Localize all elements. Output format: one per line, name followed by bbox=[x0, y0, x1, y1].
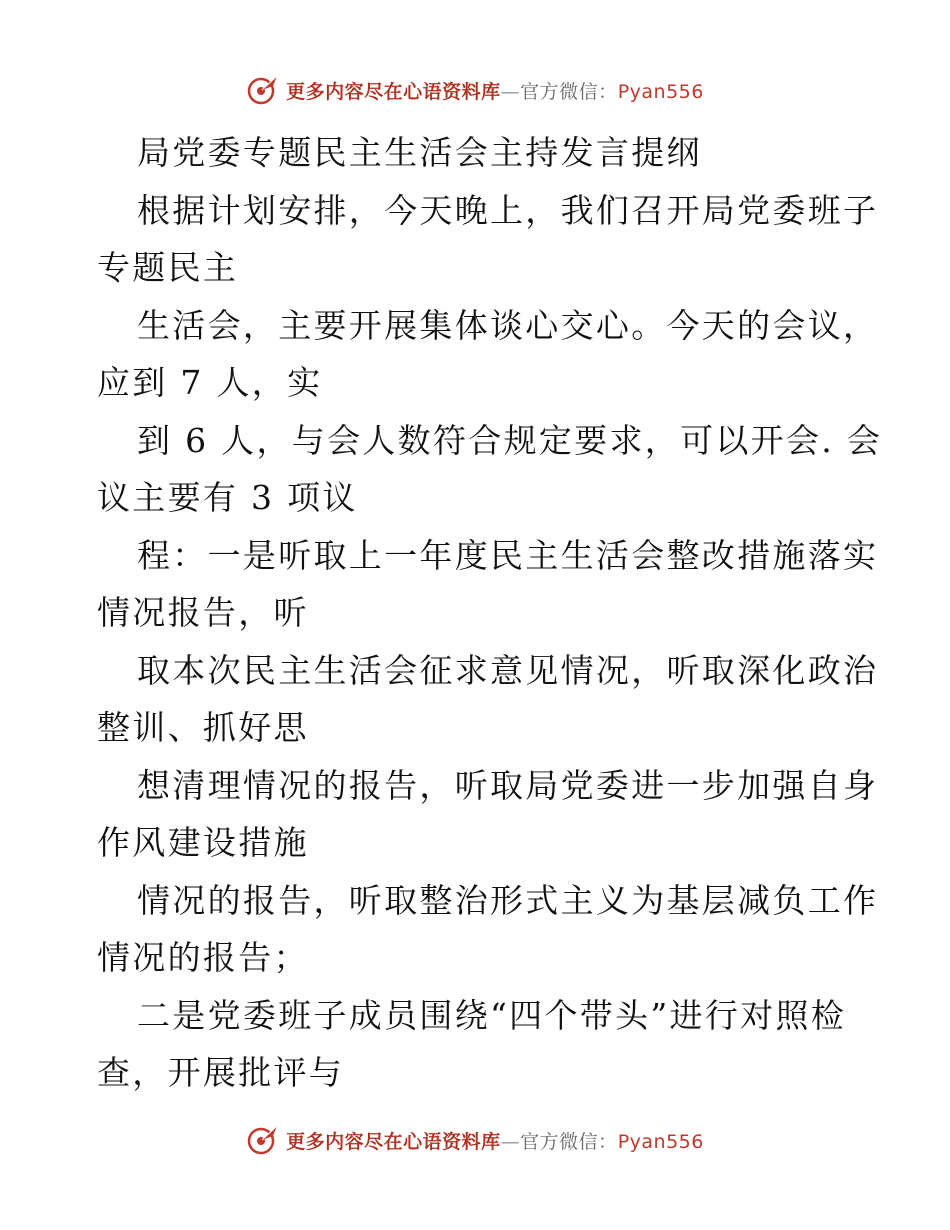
paragraph-line: 二是党委班子成员围绕“四个带头”进行对照检 bbox=[137, 995, 847, 1035]
quill-logo-icon bbox=[246, 73, 280, 107]
document-body bbox=[97, 124, 883, 1102]
paragraph-line: 生活会，主要开展集体谈心交心。今天的会议， bbox=[137, 305, 879, 345]
paragraph-line: 程：一是听取上一年度民主生活会整改措施落实 bbox=[137, 535, 879, 575]
paragraph-line: 想清理情况的报告，听取局党委进一步加强自身 bbox=[137, 765, 879, 805]
paragraph-line: 到 6 人，与会人数符合规定要求，可以开会. 会 bbox=[137, 420, 883, 460]
paragraph-line: 情况报告，听 bbox=[97, 593, 309, 632]
quill-logo-icon bbox=[246, 1123, 280, 1157]
paragraph-line: 整训、抓好思 bbox=[97, 708, 309, 747]
paragraph-line: 作风建设措施 bbox=[97, 823, 309, 862]
watermark-text: 更多内容尽在心语资料库—官方微信：Pyan556 bbox=[286, 1130, 704, 1153]
footer-watermark bbox=[0, 1120, 950, 1160]
paragraph-line: 情况的报告； bbox=[97, 938, 309, 977]
paragraph-line: 专题民主 bbox=[97, 248, 239, 287]
paragraph-line: 应到 7 人，实 bbox=[97, 363, 323, 402]
paragraph-line: 根据计划安排，今天晚上，我们召开局党委班子 bbox=[137, 190, 879, 230]
paragraph-line: 查，开展批评与 bbox=[97, 1053, 345, 1092]
header-watermark bbox=[0, 70, 950, 110]
paragraph-line: 情况的报告，听取整治形式主义为基层减负工作 bbox=[137, 880, 879, 920]
document-title: 局党委专题民主生活会主持发言提纲 bbox=[137, 133, 702, 172]
paragraph-line: 取本次民主生活会征求意见情况，听取深化政治 bbox=[137, 650, 879, 690]
paragraph-line: 议主要有 3 项议 bbox=[97, 478, 358, 517]
watermark-text: 更多内容尽在心语资料库—官方微信：Pyan556 bbox=[286, 80, 704, 103]
